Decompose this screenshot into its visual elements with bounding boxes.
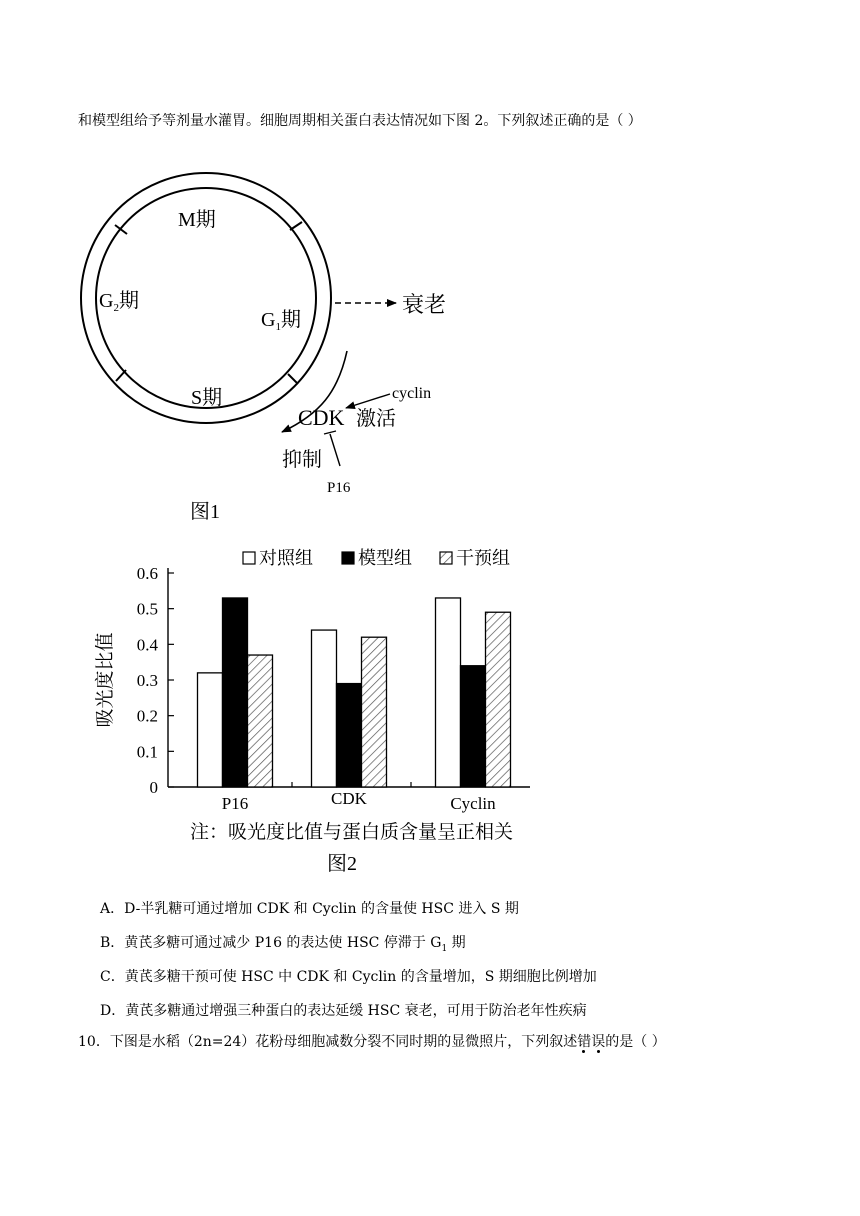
- y-tick-label: 0.6: [136, 564, 158, 583]
- chart-note: 注：吸光度比值与蛋白质含量呈正相关: [190, 822, 514, 843]
- chart-legend: [243, 548, 510, 568]
- bar-model: [461, 666, 486, 787]
- senescence-label: 衰老: [402, 292, 447, 317]
- cyclin-label: cyclin: [392, 385, 432, 402]
- legend-label: 模型组: [358, 548, 412, 568]
- bar-model: [223, 598, 248, 787]
- y-tick-label: 0.5: [136, 599, 158, 619]
- legend-label: 对照组: [259, 548, 313, 568]
- emphasis-word: 错误: [577, 1033, 605, 1051]
- phase-g2-label: $G_2$期: [99, 290, 139, 314]
- phase-g1-label: $G_1$期: [261, 309, 301, 333]
- y-tick-label: 0.3: [136, 671, 158, 690]
- bar-intervention: [486, 612, 511, 787]
- figure1-caption: 图1: [190, 501, 220, 523]
- legend-label: 干预组: [456, 548, 510, 568]
- cdk-label: CDK: [298, 405, 345, 430]
- figure1-cell-cycle-diagram: [0, 0, 860, 540]
- option-a: A．D-半乳糖可通过增加 CDK 和 Cyclin 的含量使 HSC 进入 S 期: [100, 901, 519, 917]
- bar-model: [337, 684, 362, 787]
- x-category-label: CDK: [331, 789, 367, 808]
- question-10: 10．下图是水稻（2n=24）花粉母细胞减数分裂不同时期的显微照片，下列叙述错误 的是（ ）: [78, 1033, 666, 1051]
- bar-control: [312, 630, 337, 787]
- intro-text: 和模型组给予等剂量水灌胃。细胞周期相关蛋白表达情况如下图 2。下列叙述正确的是（ ）: [78, 113, 642, 129]
- inhibit-label: 抑制: [282, 449, 322, 471]
- legend-swatch: [440, 552, 452, 564]
- activate-label: 激活: [356, 408, 396, 430]
- ring-divider: [116, 370, 126, 381]
- p16-inhibition-line: [330, 434, 340, 466]
- figure2-bar-chart: [0, 540, 860, 880]
- option-c: C．黄芪多糖干预可使 HSC 中 CDK 和 Cyclin 的含量增加，S 期细胞比例增加: [100, 969, 597, 985]
- phase-m-label: M期: [178, 209, 216, 231]
- y-tick-label: 0: [149, 778, 158, 797]
- bar-control: [436, 598, 461, 787]
- legend-swatch: [243, 552, 255, 564]
- y-tick-label: 0.4: [136, 635, 158, 655]
- ring-divider: [290, 222, 302, 230]
- y-axis-label: 吸光度比值: [95, 632, 116, 728]
- bar-intervention: [248, 655, 273, 787]
- option-d: D．黄芪多糖通过增强三种蛋白的表达延缓 HSC 衰老，可用于防治老年性疾病: [100, 1003, 587, 1019]
- option-b: B．黄芪多糖可通过减少 P16 的表达使 HSC 停滞于 $G_1$ 期: [100, 935, 466, 954]
- y-tick-label: 0.1: [136, 742, 158, 762]
- phase-s-label: S期: [191, 387, 223, 409]
- p16-inhibition-bar: [324, 431, 336, 434]
- legend-swatch: [342, 552, 354, 564]
- bar-control: [198, 673, 223, 787]
- y-tick-label: 0.2: [136, 706, 158, 726]
- chart-bars: [198, 598, 511, 787]
- bar-intervention: [362, 637, 387, 787]
- x-category-label: Cyclin: [450, 794, 496, 813]
- figure2-caption: 图2: [327, 853, 357, 875]
- x-category-label: P16: [221, 794, 249, 813]
- p16-label: P16: [327, 480, 351, 496]
- cyclin-arrow: [346, 394, 390, 408]
- ring-divider: [288, 374, 298, 384]
